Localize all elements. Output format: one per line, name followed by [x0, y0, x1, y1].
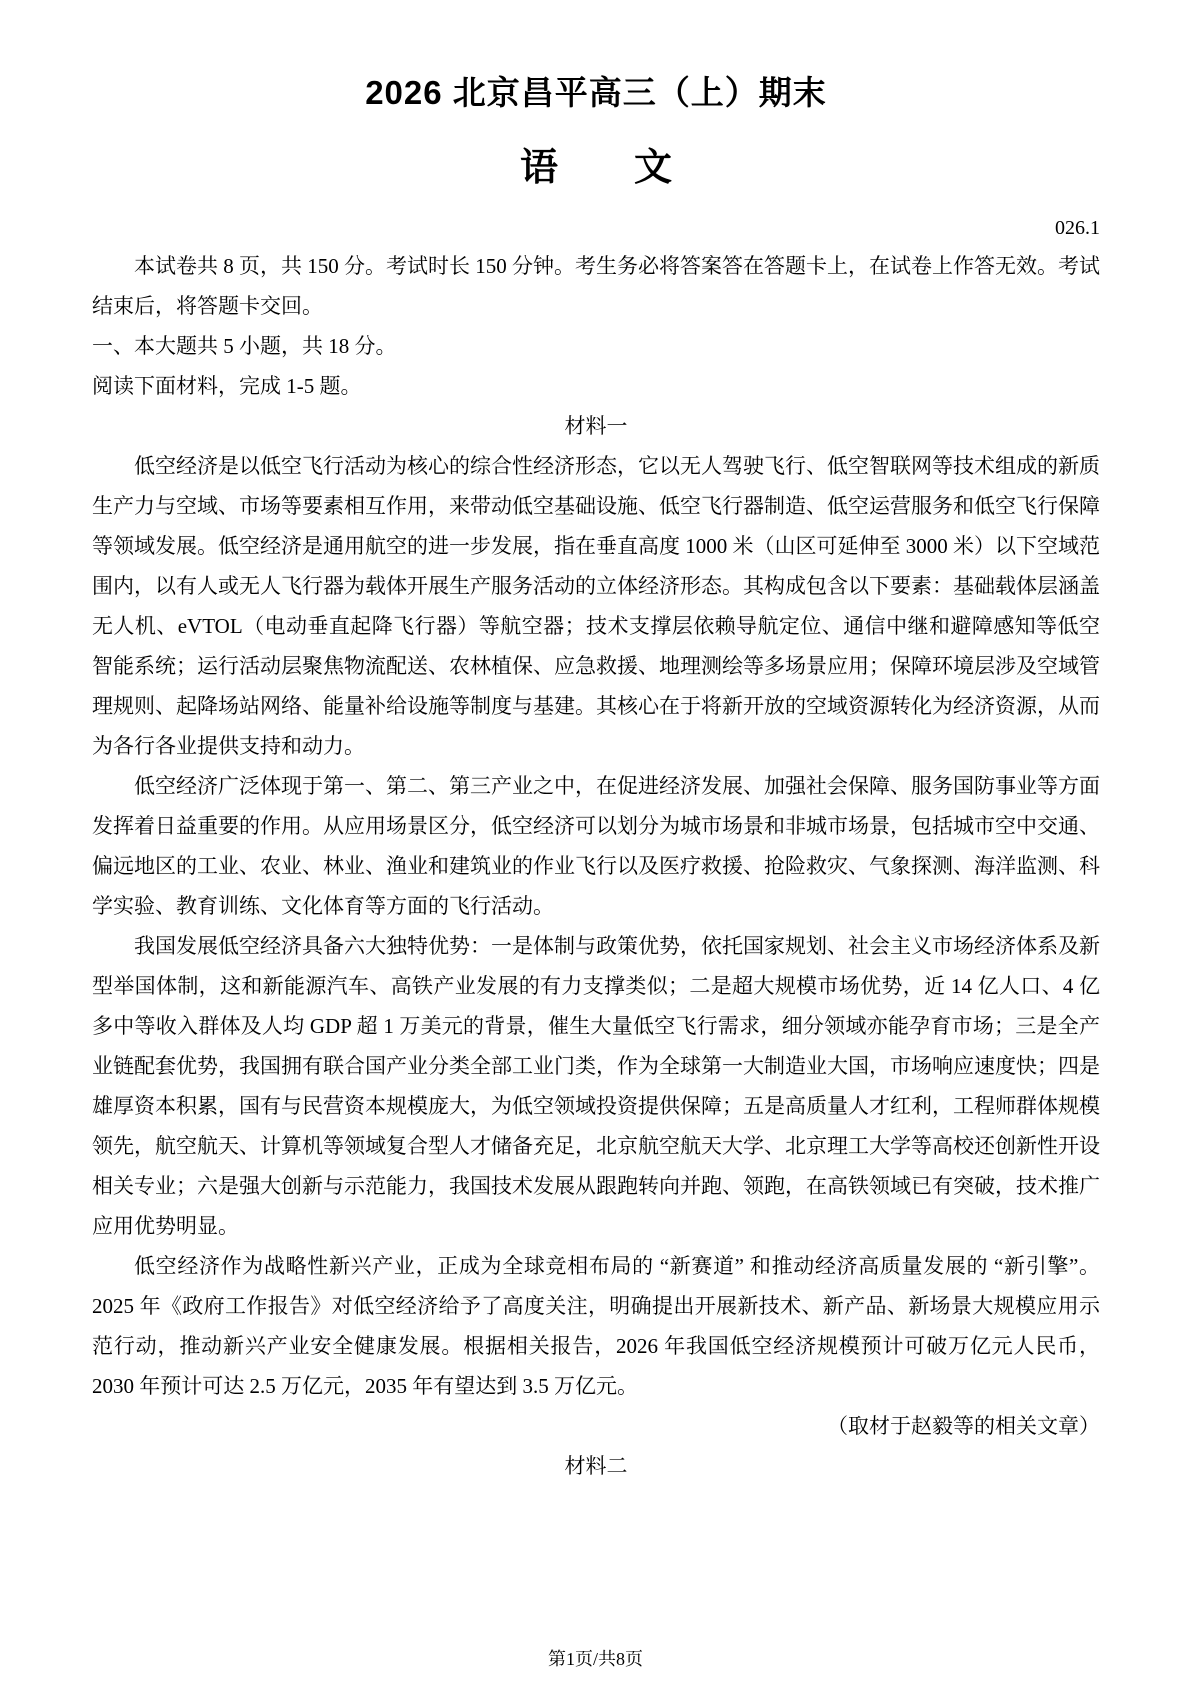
material-paragraph: 我国发展低空经济具备六大独特优势：一是体制与政策优势，依托国家规划、社会主义市场经济体系及新型举国体制，这和新能源汽车、高铁产业发展的有力支撑类似；二是超大规模市场优势，近 14 亿人口、4 亿多中等收入群体及人均 GDP 超 1 万美元的背景，催生大量低空飞行需求，细分领域亦能孕育市场；三是全产业链配套优势，我国拥有联合国产业分类全部工业门类，作为全球第一大制造业大国，市场响应速度快；四是雄厚资本积累，国有与民营资本规模庞大，为低空领域投资提供保障；五是高质量人才红利，工程师群体规模领先，航空航天、计算机等领域复合型人才储备充足，北京航空航天大学、北京理工大学等高校还创新性开设相关专业；六是强大创新与示范能力，我国技术发展从跟跑转向并跑、领跑，在高铁领域已有突破，技术推广应用优势明显。: [92, 934, 1100, 1238]
material-one-label: 材料一: [564, 414, 628, 438]
exam-body: [92, 246, 1100, 1486]
subject-title: 语 文: [519, 147, 672, 189]
section-one-task: 阅读下面材料，完成 1-5 题。: [92, 374, 362, 398]
page-title: 2026 北京昌平高三（上）期末: [365, 74, 827, 111]
exam-instructions: 本试卷共 8 页，共 150 分。考试时长 150 分钟。考生务必将答案答在答题卡上，在试卷上作答无效。考试结束后，将答题卡交回。: [92, 254, 1100, 318]
material-paragraph: 低空经济是以低空飞行活动为核心的综合性经济形态，它以无人驾驶飞行、低空智联网等技术组成的新质生产力与空域、市场等要素相互作用，来带动低空基础设施、低空飞行器制造、低空运营服务和低空飞行保障等领域发展。低空经济是通用航空的进一步发展，指在垂直高度 1000 米（山区可延伸至 3000 米）以下空域范围内，以有人或无人飞行器为载体开展生产服务活动的立体经济形态。其构成包含以下要素：基础载体层涵盖无人机、eVTOL（电动垂直起降飞行器）等航空器；技术支撑层依赖导航定位、通信中继和避障感知等低空智能系统；运行活动层聚焦物流配送、农林植保、应急救援、地理测绘等多场景应用；保障环境层涉及空域管理规则、起降场站网络、能量补给设施等制度与基建。其核心在于将新开放的空域资源转化为经济资源，从而为各行各业提供支持和动力。: [92, 454, 1100, 758]
material-paragraph: 低空经济作为战略性新兴产业，正成为全球竞相布局的 “新赛道” 和推动经济高质量发展的 “新引擎”。2025 年《政府工作报告》对低空经济给予了高度关注，明确提出开展新技术、新产品、新场景大规模应用示范行动，推动新兴产业安全健康发展。根据相关报告，2026 年我国低空经济规模预计可破万亿元人民币，2030 年预计可达 2.5 万亿元，2035 年有望达到 3.5 万亿元。: [92, 1254, 1100, 1398]
material-two-label: 材料二: [564, 1454, 628, 1478]
material-one-attribution: （取材于赵毅等的相关文章）: [827, 1414, 1100, 1438]
page-footer: 第1页/共8页: [547, 1649, 643, 1669]
section-one-heading: 一、本大题共 5 小题，共 18 分。: [92, 334, 397, 358]
material-paragraph: 低空经济广泛体现于第一、第二、第三产业之中，在促进经济发展、加强社会保障、服务国防事业等方面发挥着日益重要的作用。从应用场景区分，低空经济可以划分为城市场景和非城市场景，包括城市空中交通、偏远地区的工业、农业、林业、渔业和建筑业的作业飞行以及医疗救援、抢险救灾、气象探测、海洋监测、科学实验、教育训练、文化体育等方面的飞行活动。: [92, 774, 1100, 918]
date-code: 026.1: [1055, 217, 1100, 239]
